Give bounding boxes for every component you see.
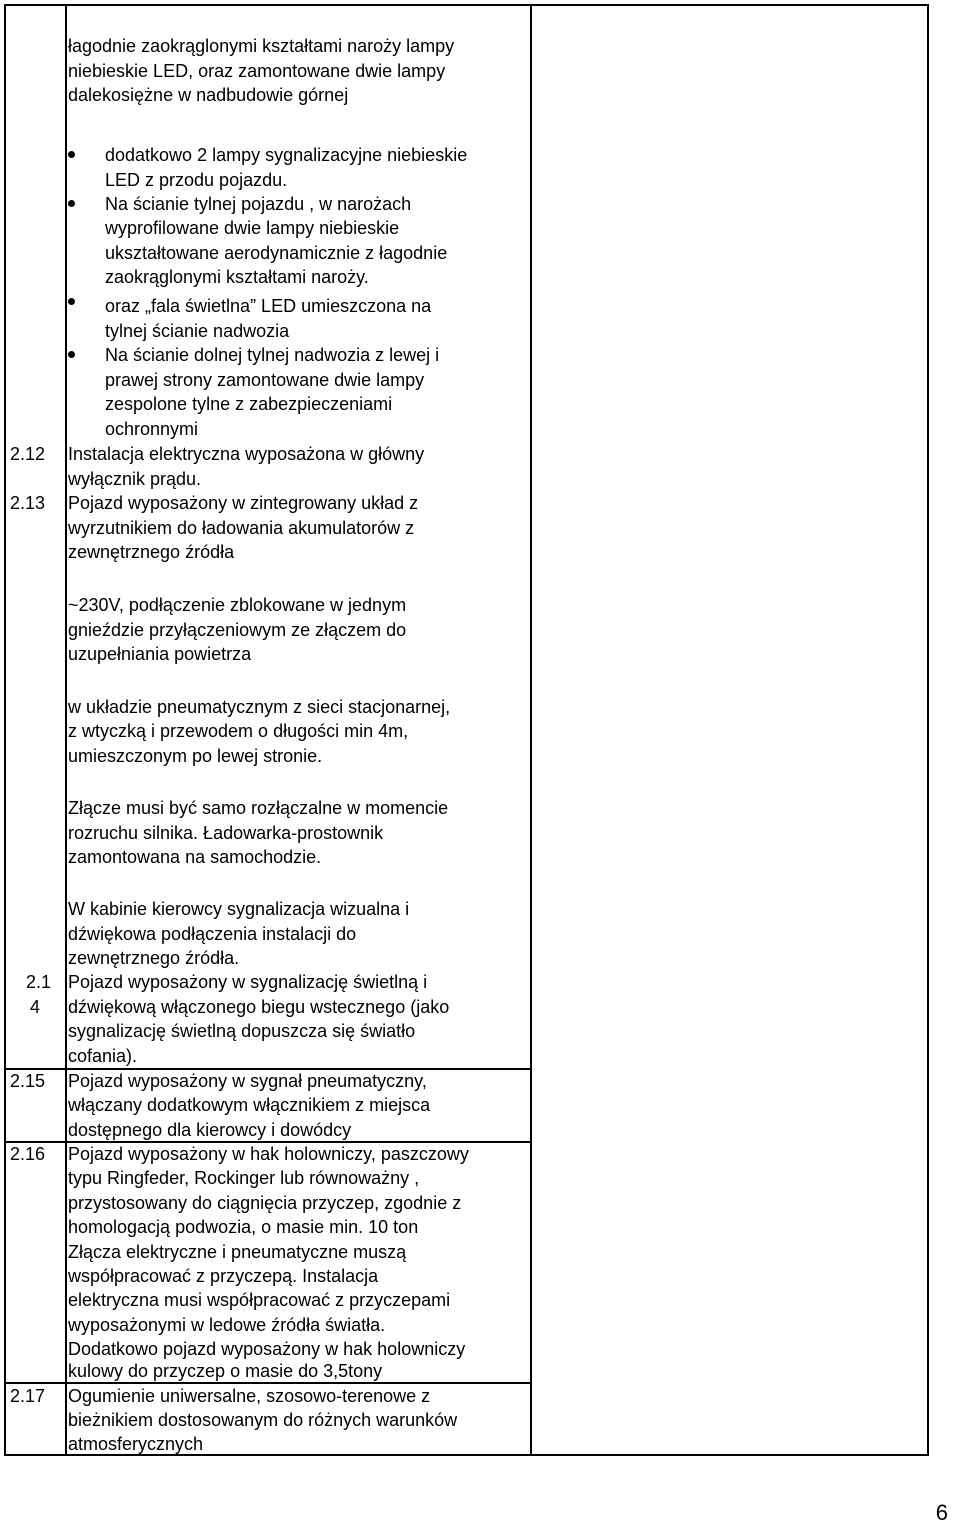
description-line: Ogumienie uniwersalne, szosowo-terenowe z xyxy=(68,1386,431,1406)
description-line: Pojazd wyposażony w sygnał pneumatyczny, xyxy=(68,1071,427,1091)
bullet-text: dodatkowo 2 lampy sygnalizacyjne niebieskie xyxy=(105,145,468,165)
description-line: wyrzutnikiem do ładowania akumulatorów z xyxy=(68,518,415,538)
description-line: Instalacja elektryczna wyposażona w główny xyxy=(68,444,425,464)
description-line: homologacją podwozia, o masie min. 10 ton xyxy=(68,1217,419,1237)
description-line: dźwiękowa podłączenia instalacji do xyxy=(68,924,357,944)
bullet-icon xyxy=(68,351,75,358)
description-line: współpracować z przyczepą. Instalacja xyxy=(68,1266,379,1286)
description-line: Złącza elektryczne i pneumatyczne muszą xyxy=(68,1242,407,1262)
description-line: cofania). xyxy=(68,1046,138,1066)
description-line: zewnętrznego źródła. xyxy=(68,948,240,968)
description-line: bieżnikiem dostosowanym do różnych warunków xyxy=(68,1410,458,1430)
bullet-text: wyprofilowane dwie lampy niebieskie xyxy=(105,218,400,238)
description-line: W kabinie kierowcy sygnalizacja wizualna i xyxy=(68,899,410,919)
item-number: 4 xyxy=(30,997,41,1017)
description-line: Złącze musi być samo rozłączalne w momencie xyxy=(68,798,449,818)
item-number: 2.16 xyxy=(10,1144,46,1164)
bullet-text: ukształtowane aerodynamicznie z łagodnie xyxy=(105,243,448,263)
bullet-text: zespolone tylne z zabezpieczeniami xyxy=(105,394,393,414)
description-line: z wtyczką i przewodem o długości min 4m, xyxy=(68,721,409,741)
bullet-text: Na ścianie tylnej pojazdu , w narożach xyxy=(105,194,412,214)
bullet-text: LED z przodu pojazdu. xyxy=(105,170,288,190)
bullet-text: oraz „fala świetlna” LED umieszczona na xyxy=(105,296,432,316)
page-number: 6 xyxy=(935,1500,948,1525)
description-line: dostępnego dla kierowcy i dowódcy xyxy=(68,1120,352,1140)
bullet-text: Na ścianie dolnej tylnej nadwozia z lewej i xyxy=(105,345,440,365)
description-line: Pojazd wyposażony w sygnalizację świetlną i xyxy=(68,972,428,992)
description-line: Pojazd wyposażony w zintegrowany układ z xyxy=(68,493,419,513)
table-divider-description xyxy=(530,4,532,1456)
item-number: 2.15 xyxy=(10,1071,46,1091)
table-border-right xyxy=(927,4,929,1456)
table-border-top xyxy=(4,4,929,6)
bullet-icon xyxy=(68,298,75,305)
description-line: włączany dodatkowym włącznikiem z miejsca xyxy=(68,1095,431,1115)
description-line: Pojazd wyposażony w hak holowniczy, paszczowy xyxy=(68,1144,469,1164)
description-line: dalekosiężne w nadbudowie górnej xyxy=(68,85,349,105)
bullet-icon xyxy=(68,200,75,207)
description-line: Dodatkowo pojazd wyposażony w hak holowniczy xyxy=(68,1339,466,1359)
description-line: atmosferycznych xyxy=(68,1434,204,1454)
bullet-text: zaokrąglonymi kształtami naroży. xyxy=(105,267,369,287)
bullet-text: tylnej ścianie nadwozia xyxy=(105,321,290,341)
description-line: typu Ringfeder, Rockinger lub równoważny , xyxy=(68,1168,420,1188)
description-line: łagodnie zaokrąglonymi kształtami naroży lampy xyxy=(68,36,455,56)
item-number: 2.17 xyxy=(10,1386,46,1406)
description-line: rozruchu silnika. Ładowarka-prostownik xyxy=(68,823,384,843)
description-line: przystosowany do ciągnięcia przyczep, zgodnie z xyxy=(68,1193,462,1213)
bullet-text: prawej strony zamontowane dwie lampy xyxy=(105,370,425,390)
description-line: uzupełniania powietrza xyxy=(68,644,252,664)
description-line: zamontowana na samochodzie. xyxy=(68,847,322,867)
table-divider-number xyxy=(65,4,67,1456)
description-line: elektryczna musi współpracować z przyczepami xyxy=(68,1290,451,1310)
bullet-text: ochronnymi xyxy=(105,419,199,439)
description-line: wyposażonymi w ledowe źródła światła. xyxy=(68,1315,386,1335)
item-number: 2.1 xyxy=(26,972,52,992)
table-border-left xyxy=(4,4,6,1456)
description-line: umieszczonym po lewej stronie. xyxy=(68,746,323,766)
bullet-icon xyxy=(68,151,75,158)
description-line: sygnalizację świetlną dopuszcza się światło xyxy=(68,1021,416,1041)
description-line: wyłącznik prądu. xyxy=(68,469,202,489)
description-line: dźwiękową włączonego biegu wstecznego (jako xyxy=(68,997,450,1017)
description-line: w układzie pneumatycznym z sieci stacjonarnej, xyxy=(68,697,451,717)
description-line: zewnętrznego źródła xyxy=(68,542,235,562)
item-number: 2.13 xyxy=(10,493,46,513)
description-line: gnieździe przyłączeniowym ze złączem do xyxy=(68,620,407,640)
description-line: niebieskie LED, oraz zamontowane dwie lampy xyxy=(68,61,446,81)
description-line: ~230V, podłączenie zblokowane w jednym xyxy=(68,595,407,615)
item-number: 2.12 xyxy=(10,444,46,464)
description-line: kulowy do przyczep o masie do 3,5tony xyxy=(68,1361,383,1381)
